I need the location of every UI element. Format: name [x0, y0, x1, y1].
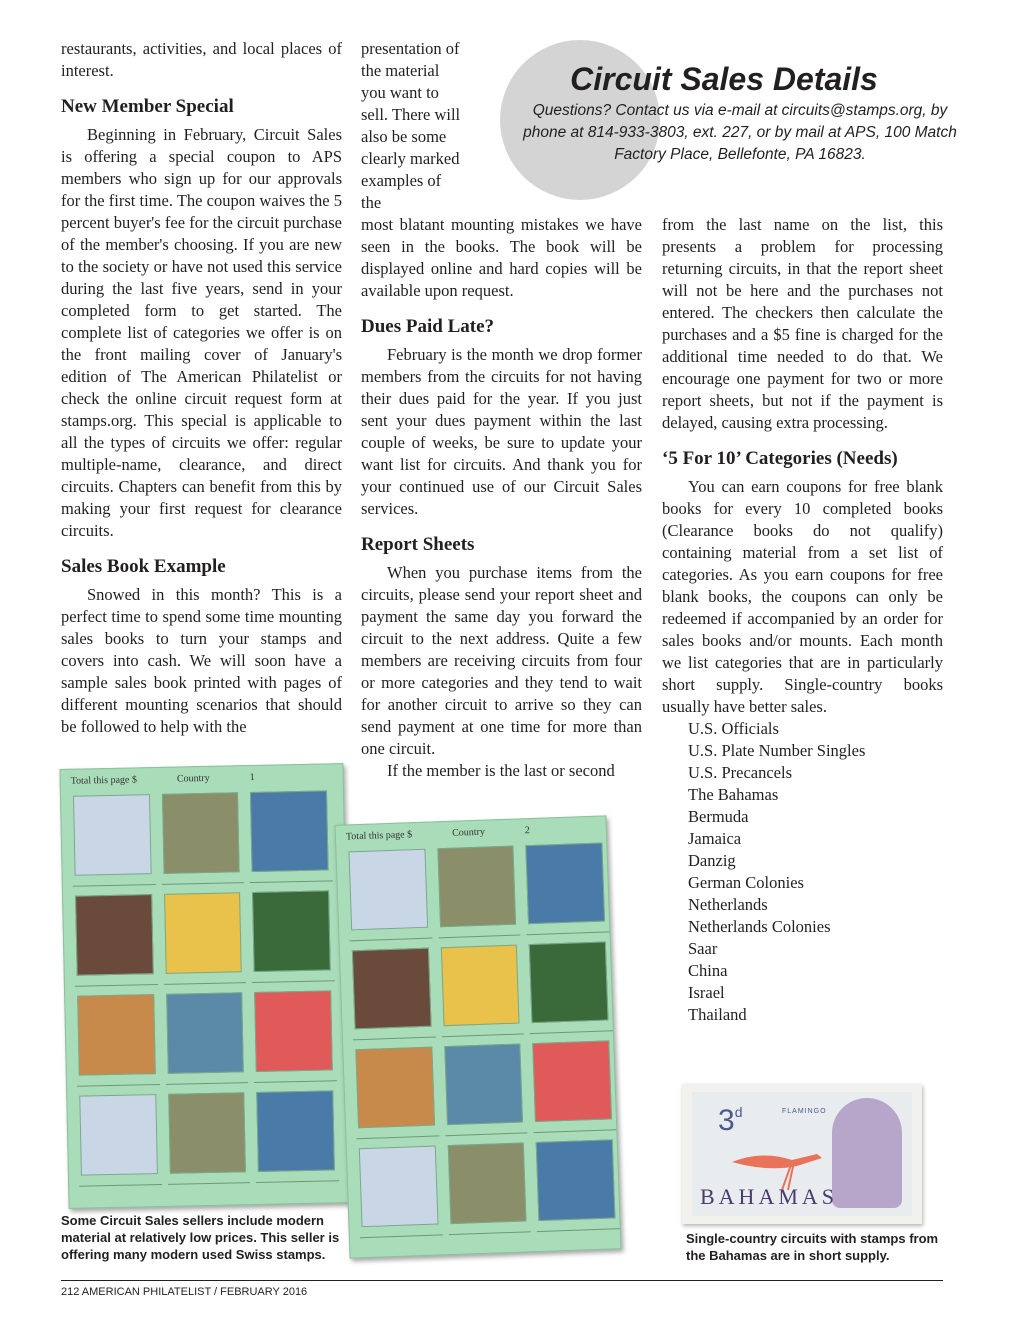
stamp-row-rule [353, 1036, 436, 1040]
stamp-thumbnail [162, 792, 240, 874]
book-country-label: Country [451, 826, 486, 839]
paragraph-dues: February is the month we drop former members from the circuits for not having their dues paid for the year. If you just sent your dues payment within the last couple of weeks, be sure to update your want list for circuits. And thank you for your continued use of our Circuit Sales services. [361, 345, 642, 518]
stamp-row-rule [438, 934, 521, 938]
stamp-thumbnail [536, 1139, 615, 1221]
stamp-row-rule [534, 1129, 617, 1133]
paragraph-report-2: If the member is the last or second [387, 761, 615, 780]
stamp-row-rule [254, 1080, 337, 1083]
paragraph-report-1: When you purchase items from the circuits, please send your report sheet and payment the same day you forward the circuit to the next address. Quite a few members are receiving circuits from four or more categories and they tend to wait for another circuit to arrive so they can send payment at one time for more than one circuit. [361, 563, 642, 758]
category-item: Danzig [688, 851, 736, 870]
column-3 [662, 214, 943, 1026]
stamp-row-rule [527, 931, 610, 935]
stamp-row-rule [73, 884, 156, 887]
stamp-value: 3$^d$ [718, 1104, 743, 1137]
heading-sales-book-example: Sales Book Example [61, 556, 226, 577]
paragraph-sales-book: Snowed in this month? This is a perfect time to spend some time mounting sales books to turn your stamps and covers into cash. We will soon have a sample sales book printed with pages of different mounting scenarios that should be followed to help with the [61, 585, 342, 736]
book-country-label: Country [176, 772, 210, 785]
stamp-thumbnail [166, 992, 244, 1074]
stamp-thumbnail [529, 941, 608, 1023]
stamp-row-rule [250, 880, 333, 883]
heading-dues-paid-late: Dues Paid Late? [361, 316, 494, 337]
stamp-thumbnail [437, 846, 516, 928]
stamp-thumbnail [444, 1044, 523, 1126]
stamp-thumbnail [73, 794, 151, 876]
category-item: Thailand [688, 1005, 747, 1024]
category-item: The Bahamas [688, 785, 779, 804]
stamp-thumbnail [75, 894, 153, 976]
stamp-row-rule [537, 1228, 620, 1232]
category-item: U.S. Precancels [688, 763, 793, 782]
book-page-number: 2 [524, 825, 531, 837]
sidebar-contact-text: Questions? Contact us via e-mail at circuits@stamps.org, by phone at 814-933-3803, ext. 227, or by mail at APS, 100 Match Factory Place, Bellefonte, PA 16823. [523, 102, 957, 163]
stamp-row-rule [442, 1033, 525, 1037]
paragraph-mounting-mistakes: most blatant mounting mistakes we have seen in the books. The book will be displayed online and hard copies will be available upon request. [361, 215, 642, 300]
stamp-thumbnail [447, 1142, 526, 1224]
stamp-grid [69, 788, 343, 1199]
stamp-row-rule [445, 1132, 528, 1136]
heading-5-for-10: ‘5 For 10’ Categories (Needs) [662, 448, 898, 469]
stamp-row-rule [350, 938, 433, 942]
category-item: Netherlands Colonies [688, 917, 831, 936]
sales-book-page-2 [335, 815, 622, 1258]
stamp-row-rule [162, 882, 245, 885]
stamp-country-name: BAHAMAS [700, 1184, 839, 1209]
stamp-thumbnail [252, 890, 330, 972]
stamp-thumbnail [79, 1094, 157, 1176]
paragraph-new-member: Beginning in February, Circuit Sales is offering a special coupon to APS members who sign up for our approvals for the first time. The coupon waives the 5 percent buyer's fee for the circuit purchase of the member's choosing. If you are new to the society or have not used this service during the last five years, send in your completed form to get started. The complete list of categories we offer is on the front mailing cover of January's edition of The American Philatelist or check the online circuit request form at stamps.org. This special is applicable to all the types of circuits we offer: regular multiple-name, clearance, and direct circuits. Chapters can benefit from this by making your first request for clearance circuits. [61, 125, 342, 540]
flamingo-icon [722, 1132, 832, 1192]
stamp-thumbnail [257, 1090, 335, 1172]
heading-report-sheets: Report Sheets [361, 534, 475, 555]
stamp-grid [344, 841, 612, 1250]
category-item: China [688, 961, 728, 980]
caption-sales-books: Some Circuit Sales sellers include modern material at relatively low prices. This seller is offering many modern used Swiss stamps. [61, 1213, 340, 1262]
stamp-face [692, 1092, 912, 1216]
stamp-thumbnail [250, 790, 328, 872]
category-item: Jamaica [688, 829, 742, 848]
stamp-row-rule [77, 1084, 160, 1087]
sidebar-title: Circuit Sales Details [570, 61, 878, 97]
stamp-thumbnail [348, 849, 427, 931]
stamp-row-rule [166, 1082, 249, 1085]
category-item: German Colonies [688, 873, 804, 892]
stamp-row-rule [449, 1231, 532, 1235]
paragraph-presentation: presentation of the material you want to sell. There will also be some clearly marked examples of the [361, 39, 461, 212]
paragraph-processing: from the last name on the list, this presents a problem for processing returning circuits, in that the report sheet will not be here and the purchases not entered. The checkers then calculate the purchases and a $5 fine is charged for the additional time needed to do that. We encourage one payment for two or more report sheets, but not if the payment is delayed, causing extra processing. [662, 215, 943, 432]
stamp-row-rule [256, 1180, 339, 1183]
stamp-row-rule [252, 980, 335, 983]
stamp-thumbnail [359, 1146, 438, 1228]
page-footer: 212 AMERICAN PHILATELIST / FEBRUARY 2016 [61, 1286, 308, 1298]
sales-book-page-1 [59, 763, 352, 1209]
stamp-thumbnail [533, 1040, 612, 1122]
stamp-row-rule [356, 1135, 439, 1139]
stamp-row-rule [75, 984, 158, 987]
bahamas-stamp-image [682, 1084, 922, 1224]
category-item: Netherlands [688, 895, 768, 914]
stamp-thumbnail [168, 1092, 246, 1174]
stamp-thumbnail [355, 1047, 434, 1129]
stamp-thumbnail [77, 994, 155, 1076]
paragraph-intro: restaurants, activities, and local places of interest. [61, 39, 342, 80]
book-total-label: Total this page $ [70, 774, 138, 787]
category-item: Israel [688, 983, 725, 1002]
book-total-label: Total this page $ [345, 829, 413, 843]
stamp-row-rule [79, 1184, 162, 1187]
stamp-row-rule [530, 1030, 613, 1034]
book-page-number: 1 [249, 771, 255, 784]
column-2-top [361, 38, 465, 214]
queen-portrait [832, 1098, 902, 1208]
stamp-thumbnail [441, 945, 520, 1027]
caption-bahamas: Single-country circuits with stamps from the Bahamas are in short supply. [686, 1231, 939, 1263]
category-item: Bermuda [688, 807, 749, 826]
stamp-row-rule [164, 982, 247, 985]
stamp-flamingo-label: FLAMINGO [782, 1108, 827, 1115]
footer-rule [61, 1280, 943, 1281]
stamp-thumbnail [352, 948, 431, 1030]
stamp-thumbnail [254, 990, 332, 1072]
column-1 [61, 38, 342, 738]
stamp-thumbnail [164, 892, 242, 974]
category-item: Saar [688, 939, 718, 958]
category-item: U.S. Plate Number Singles [688, 741, 866, 760]
stamp-row-rule [360, 1234, 443, 1238]
category-list [662, 718, 943, 1026]
paragraph-5-for-10: You can earn coupons for free blank books for every 10 completed books (Clearance books do not qualify) containing material from a set list of categories. As you earn coupons for free blank books, the coupons can only be redeemed if accompanied by an order for sales books and/or mounts. Each month we list categories that are in particularly short supply. Single-country books usually have better sales. [662, 477, 943, 716]
column-2 [361, 214, 642, 782]
heading-new-member-special: New Member Special [61, 96, 234, 117]
category-item: U.S. Officials [688, 719, 779, 738]
stamp-row-rule [168, 1182, 251, 1185]
stamp-thumbnail [526, 843, 605, 925]
